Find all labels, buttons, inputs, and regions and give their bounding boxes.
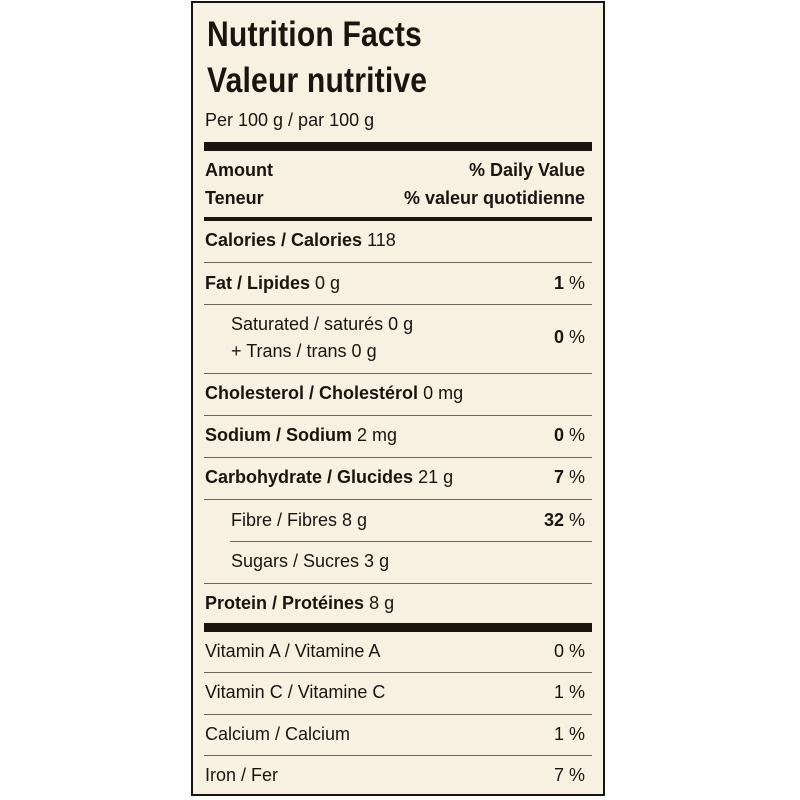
carbohydrate-label: Carbohydrate / Glucides: [205, 467, 414, 487]
calcium-daily-value: 1 %: [553, 724, 585, 744]
row-divider: [204, 304, 592, 305]
saturated-trans-row: [231, 311, 585, 365]
serving-size: Per 100 g / par 100 g: [205, 110, 375, 130]
sodium-daily-value: 0 %: [553, 425, 585, 445]
medium-divider: [204, 217, 592, 221]
row-divider: [204, 714, 592, 715]
cholesterol-label: Cholesterol / Cholestérol: [205, 383, 419, 403]
amount-header-fr: Teneur: [205, 188, 264, 208]
row-divider: [204, 755, 592, 756]
title-english: Nutrition Facts: [207, 15, 422, 54]
sodium-row: [205, 425, 585, 446]
fat-amount: 0 g: [315, 273, 341, 293]
row-divider: [204, 262, 592, 263]
vitamin-a-daily-value: 0 %: [553, 641, 585, 661]
fat-daily-value: 1 %: [553, 273, 585, 293]
trans-label: + Trans / trans 0 g: [231, 341, 377, 361]
daily-value-header-fr: % valeur quotidienne: [403, 188, 585, 208]
calories-label: Calories / Calories: [205, 230, 363, 250]
row-divider: [230, 541, 592, 542]
calcium-row: [205, 724, 585, 745]
carbohydrate-amount: 21 g: [418, 467, 454, 487]
vitamin-c-daily-value: 1 %: [553, 682, 585, 702]
row-divider: [204, 583, 592, 584]
sodium-amount: 2 mg: [357, 425, 398, 445]
fibre-label: Fibre / Fibres 8 g: [231, 510, 368, 530]
saturated-label: Saturated / saturés 0 g: [231, 314, 414, 334]
row-divider: [204, 415, 592, 416]
thick-divider-top: [204, 142, 592, 151]
cholesterol-amount: 0 mg: [423, 383, 464, 403]
protein-label: Protein / Protéines: [205, 593, 365, 613]
calories-value: 118: [367, 230, 396, 250]
calcium-label: Calcium / Calcium: [205, 724, 351, 744]
iron-row: [205, 765, 585, 786]
iron-label: Iron / Fer: [205, 765, 279, 785]
nutrition-facts-label: [191, 1, 605, 796]
row-divider: [204, 457, 592, 458]
cholesterol-row: [205, 383, 585, 404]
vitamin-a-label: Vitamin A / Vitamine A: [205, 641, 381, 661]
thick-divider-bottom: [204, 623, 592, 632]
sugars-row: [231, 551, 585, 572]
fibre-daily-value: 32 %: [543, 510, 585, 530]
vitamin-c-label: Vitamin C / Vitamine C: [205, 682, 386, 702]
calories-row: [205, 230, 585, 251]
carbohydrate-daily-value: 7 %: [553, 467, 585, 487]
carbohydrate-row: [205, 467, 585, 488]
row-divider: [204, 373, 592, 374]
saturated-daily-value: 0 %: [553, 327, 585, 347]
iron-daily-value: 7 %: [553, 765, 585, 785]
fat-label: Fat / Lipides: [205, 273, 311, 293]
protein-amount: 8 g: [369, 593, 395, 613]
sodium-label: Sodium / Sodium: [205, 425, 352, 445]
amount-header-en: Amount: [205, 160, 273, 180]
row-divider: [204, 672, 592, 673]
vitamin-c-row: [205, 682, 585, 703]
row-divider: [204, 499, 592, 500]
sugars-label: Sugars / Sucres 3 g: [231, 551, 390, 571]
daily-value-header-en: % Daily Value: [468, 160, 585, 180]
fibre-row: [231, 510, 585, 531]
vitamin-a-row: [205, 641, 585, 662]
fat-row: [205, 273, 585, 294]
protein-row: [205, 593, 585, 614]
title-french: Valeur nutritive: [207, 61, 428, 100]
